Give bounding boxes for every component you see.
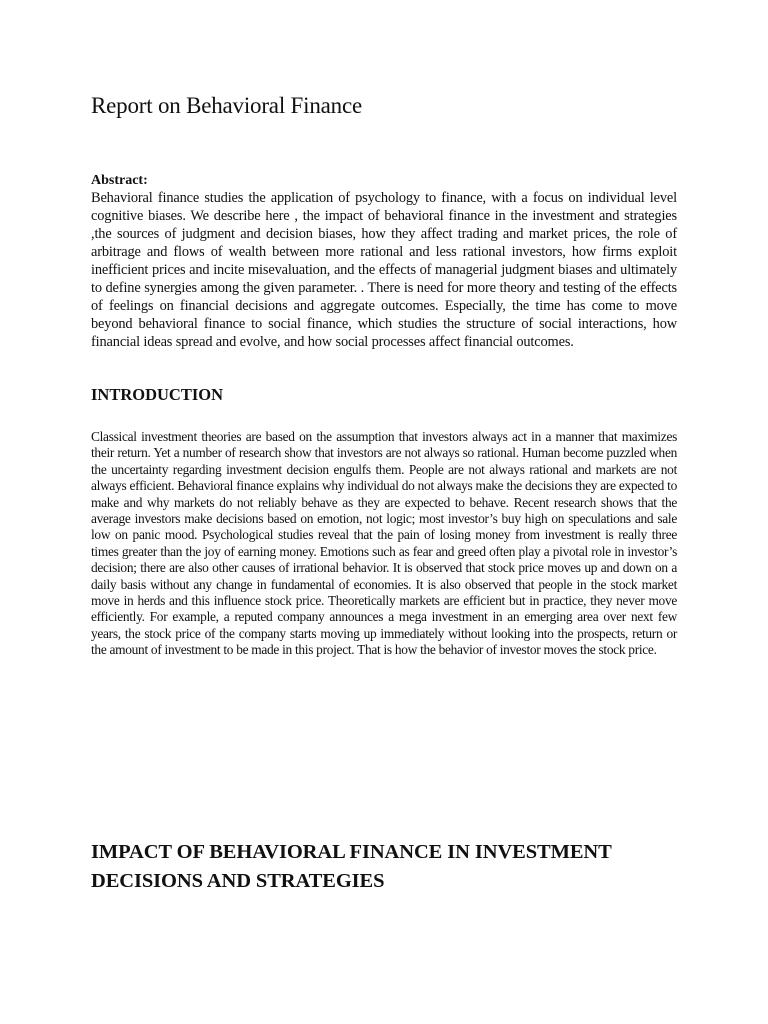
document-title: Report on Behavioral Finance — [91, 93, 362, 118]
impact-section-heading: IMPACT OF BEHAVIORAL FINANCE IN INVESTMENT DECISIONS AND STRATEGIES — [91, 841, 612, 892]
abstract-label: Abstract: — [91, 173, 148, 188]
introduction-heading: INTRODUCTION — [91, 385, 224, 404]
introduction-paragraph: Classical investment theories are based on the assumption that investors always act in a manner that maximizes their return. Yet a number of research show that investors are not always so rational. Human become puzzled when the uncertainty regarding investment decision engulfs them. People are not always rational and markets are not always efficient. Behavioral finance explains why individual do not always make the decisions they are expected to make and why markets do not reliably behave as they are expected to behave. Recent research shows that the average investors make decisions based on emotion, not logic; most investor’s buy high on speculations and sale low on panic mood. Psychological studies reveal that the pain of losing money from investment is really three times greater than the joy of earning money. Emotions such as fear and greed often play a pivotal role in investor’s decision; there are also other causes of irrational behavior. It is observed that stock price moves up and down on a daily basis without any change in fundamental of economies. It is also observed that people in the stock market move in herds and this influence stock price. Theoretically markets are efficient but in practice, they never move efficiently. For example, a reputed company announces a mega investment in an emerging area over next few years, the stock price of the company starts moving up immediately without looking into the prospects, return or the amount of investment to be made in this project. That is how the behavior of investor moves the stock price. — [91, 429, 677, 658]
abstract-paragraph: Behavioral finance studies the application of psychology to finance, with a focus on individual level cognitive biases. We describe here , the impact of behavioral finance in the investment and strategies ,the sources of judgment and decision biases, how they affect trading and market prices, the role of arbitrage and flows of wealth between more rational and less rational investors, how firms exploit inefficient prices and incite misevaluation, and the effects of managerial judgment biases and ultimately to define synergies among the given parameter. . There is need for more theory and testing of the effects of feelings on financial decisions and aggregate outcomes. Especially, the time has come to move beyond behavioral finance to social finance, which studies the structure of social interactions, how financial ideas spread and evolve, and how social processes affect financial outcomes. — [91, 190, 677, 350]
